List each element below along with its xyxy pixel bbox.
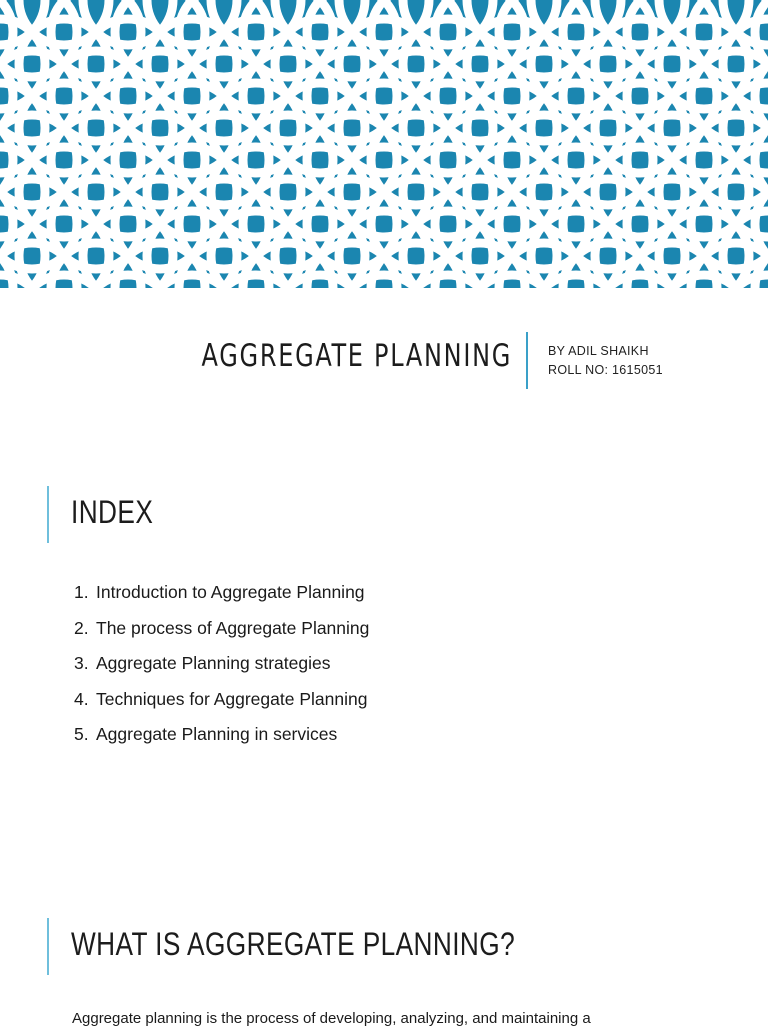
index-accent-bar — [47, 486, 49, 543]
list-item — [74, 649, 369, 685]
author-name: BY ADIL SHAIKH — [548, 344, 649, 358]
list-item-number: 5. — [74, 724, 89, 744]
list-item-number: 1. — [74, 582, 89, 602]
list-item-number: 3. — [74, 653, 89, 673]
list-item-text: Techniques for Aggregate Planning — [96, 688, 368, 709]
definition-accent-bar — [47, 918, 49, 975]
list-item-text: The process of Aggregate Planning — [96, 617, 370, 638]
definition-heading: WHAT IS AGGREGATE PLANNING? — [71, 926, 516, 962]
roll-number: ROLL NO: 1615051 — [548, 363, 663, 377]
list-item-text: Introduction to Aggregate Planning — [96, 582, 365, 602]
list-item-text: Aggregate Planning strategies — [96, 653, 331, 673]
list-item-text: Aggregate Planning in services — [96, 724, 338, 744]
title-divider — [526, 332, 528, 389]
definition-text: Aggregate planning is the process of developing, analyzing, and maintaining a — [72, 1010, 591, 1027]
index-heading: INDEX — [71, 494, 154, 530]
decorative-pattern-banner — [0, 0, 768, 288]
index-list — [74, 578, 369, 756]
list-item — [74, 614, 369, 650]
list-item — [74, 720, 369, 756]
list-item-number: 2. — [74, 617, 89, 638]
byline — [548, 342, 663, 380]
list-item-number: 4. — [74, 688, 89, 709]
list-item — [74, 685, 369, 721]
presentation-title: AGGREGATE PLANNING — [201, 338, 512, 374]
circle-lattice-pattern — [0, 0, 768, 288]
title-slide — [0, 330, 768, 390]
list-item — [74, 578, 369, 614]
